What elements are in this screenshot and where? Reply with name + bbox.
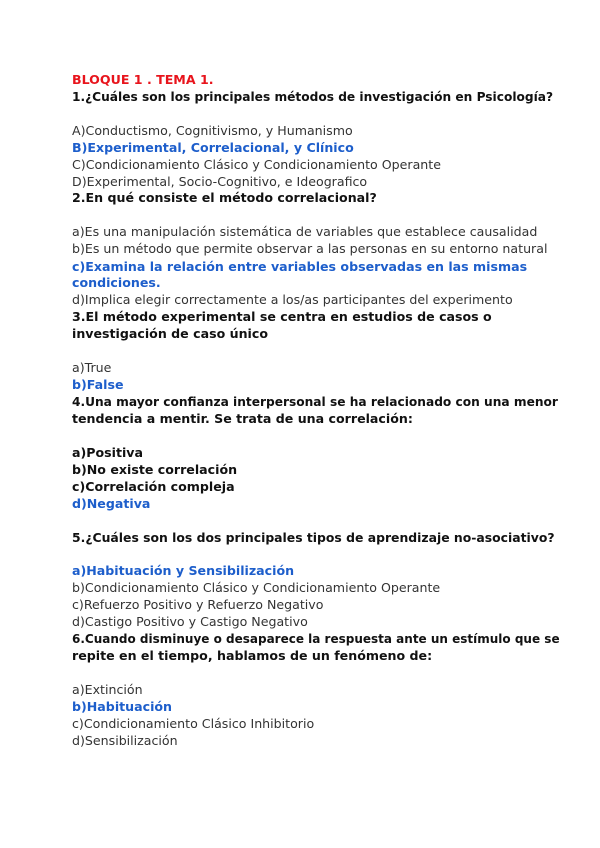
q4-option-d-correct: d)Negativa [72,496,151,511]
q1-option-a: A)Conductismo, Cognitivismo, y Humanismo [72,123,353,138]
q2-option-b: b)Es un método que permite observar a las personas en su entorno natural [72,241,548,256]
q5-option-d: d)Castigo Positivo y Castigo Negativo [72,614,308,629]
question-4: 4.Una mayor confianza interpersonal se ha relacionado con una menor [72,395,558,409]
q6-option-b-correct: b)Habituación [72,699,173,714]
q2-option-d: d)Implica elegir correctamente a los/as participantes del experimento [72,292,513,307]
question-3-cont: investigación de caso único [72,326,268,341]
q2-option-c-correct-cont: condiciones. [72,275,161,290]
question-6: 6.Cuando disminuye o desaparece la respuesta ante un estímulo que se [72,632,560,646]
q3-option-a: a)True [72,360,112,375]
q5-option-a-correct: a)Habituación y Sensibilización [72,563,295,578]
question-6-cont: repite en el tiempo, hablamos de un fenómeno de: [72,648,433,663]
q4-option-a: a)Positiva [72,445,143,460]
question-1: 1.¿Cuáles son los principales métodos de investigación en Psicología? [72,90,554,104]
q5-option-b: b)Condicionamiento Clásico y Condicionamiento Operante [72,580,441,595]
page-title: BLOQUE 1 . TEMA 1. [72,72,214,87]
q1-option-b-correct: B)Experimental, Correlacional, y Clínico [72,140,354,155]
q2-option-a: a)Es una manipulación sistemática de variables que establece causalidad [72,224,538,239]
q1-option-c: C)Condicionamiento Clásico y Condicionamiento Operante [72,157,441,172]
q6-option-d: d)Sensibilización [72,733,178,748]
question-4-cont: tendencia a mentir. Se trata de una correlación: [72,411,413,426]
q4-option-c: c)Correlación compleja [72,479,235,494]
q2-option-c-correct: c)Examina la relación entre variables observadas en las mismas [72,259,528,274]
question-2: 2.En qué consiste el método correlacional? [72,190,377,205]
q6-option-c: c)Condicionamiento Clásico Inhibitorio [72,716,315,731]
question-3: 3.El método experimental se centra en estudios de casos o [72,309,492,324]
q4-option-b: b)No existe correlación [72,462,238,477]
question-5: 5.¿Cuáles son los dos principales tipos de aprendizaje no-asociativo? [72,530,555,545]
q3-option-b-correct: b)False [72,377,124,392]
q5-option-c: c)Refuerzo Positivo y Refuerzo Negativo [72,597,324,612]
q6-option-a: a)Extinción [72,682,143,697]
q1-option-d: D)Experimental, Socio-Cognitivo, e Ideografico [72,174,368,189]
